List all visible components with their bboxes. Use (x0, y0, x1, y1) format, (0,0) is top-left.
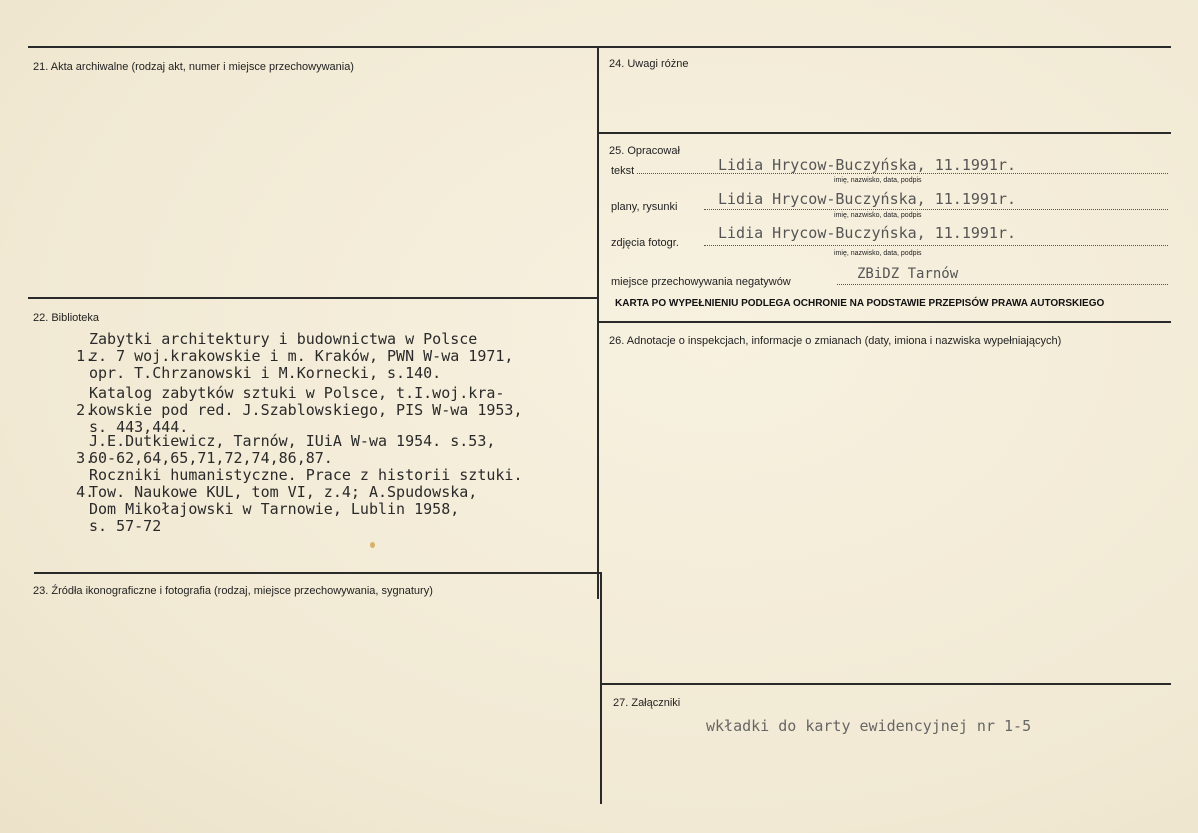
bibliography-number: 1. (76, 347, 95, 365)
plany-hint: imię, nazwisko, data, podpis (834, 212, 922, 219)
bib-line: Roczniki humanistyczne. Prace z historii sztuki. (89, 466, 523, 484)
section-26-label: 26. Adnotacje o inspekcjach, informacje o zmianach (daty, imiona i nazwiska wypełniających) (609, 335, 1062, 347)
bib-line: z. 7 woj.krakowskie i m. Kraków, PWN W-wa 1971, (89, 347, 514, 365)
top-border (28, 46, 1171, 48)
bibliography-text (89, 467, 522, 535)
tekst-hint: imię, nazwisko, data, podpis (834, 177, 922, 184)
negatywy-value: ZBiDZ Tarnów (857, 266, 959, 282)
bib-line: Tow. Naukowe KUL, tom VI, z.4; A.Spudowska, (89, 483, 478, 501)
bibliography-number: 4. (76, 483, 95, 501)
right-h-line-25 (599, 132, 1171, 134)
right-h-line-27 (601, 683, 1171, 685)
section-21-label: 21. Akta archiwalne (rodzaj akt, numer i miejsce przechowywania) (33, 61, 354, 73)
bib-line: kowskie pod red. J.Szablowskiego, PIS W-wa 1953, (89, 401, 523, 419)
section-24-label: 24. Uwagi różne (609, 58, 689, 70)
left-h-line-22 (28, 297, 598, 299)
copyright-notice: KARTA PO WYPEŁNIENIU PODLEGA OCHRONIE NA PODSTAWIE PRZEPISÓW PRAWA AUTORSKIEGO (615, 298, 1105, 309)
bibliography-text (89, 331, 513, 382)
bib-line: s. 57-72 (89, 517, 162, 535)
section-27-label: 27. Załączniki (613, 697, 681, 709)
bibliography-text (89, 433, 495, 467)
zdjecia-label: zdjęcia fotogr. (611, 237, 679, 249)
negatywy-label: miejsce przechowywania negatywów (611, 276, 791, 288)
bibliography-number: 2. (76, 401, 95, 419)
attachments-value: wkładki do karty ewidencyjnej nr 1-5 (706, 717, 1032, 735)
bib-line: opr. T.Chrzanowski i M.Kornecki, s.140. (89, 364, 442, 382)
bib-line: J.E.Dutkiewicz, Tarnów, IUiA W-wa 1954. s.53, (89, 432, 496, 450)
negatywy-line (837, 284, 1168, 285)
right-h-line-26 (599, 321, 1171, 323)
section-22-label: 22. Biblioteka (33, 312, 100, 324)
zdjecia-value: Lidia Hrycow-Buczyńska, 11.1991r. (718, 224, 1017, 242)
tekst-label: tekst (611, 165, 635, 177)
zdjecia-hint: imię, nazwisko, data, podpis (834, 250, 922, 257)
paper-stain (370, 542, 375, 548)
bibliography-number: 3. (76, 449, 95, 467)
section-25-label: 25. Opracował (609, 145, 680, 157)
zdjecia-line (704, 245, 1168, 246)
bib-line: Dom Mikołajowski w Tarnowie, Lublin 1958, (89, 500, 460, 518)
bibliography-text (89, 385, 522, 436)
lower-left-divider (600, 572, 602, 804)
bib-line: s. 443,444. (89, 418, 189, 436)
section-23-label: 23. Źródła ikonograficzne i fotografia (rodzaj, miejsce przechowywania, sygnatury) (33, 585, 433, 597)
plany-line (704, 209, 1168, 210)
bib-line: Katalog zabytków sztuki w Polsce, t.I.woj.kra- (89, 384, 505, 402)
bib-line: 60-62,64,65,71,72,74,86,87. (89, 449, 333, 467)
tekst-value: Lidia Hrycow-Buczyńska, 11.1991r. (718, 156, 1017, 174)
bib-line: Zabytki architektury i budownictwa w Polsce (89, 330, 478, 348)
plany-value: Lidia Hrycow-Buczyńska, 11.1991r. (718, 190, 1017, 208)
left-h-line-23 (34, 572, 600, 574)
plany-label: plany, rysunki (611, 201, 678, 213)
